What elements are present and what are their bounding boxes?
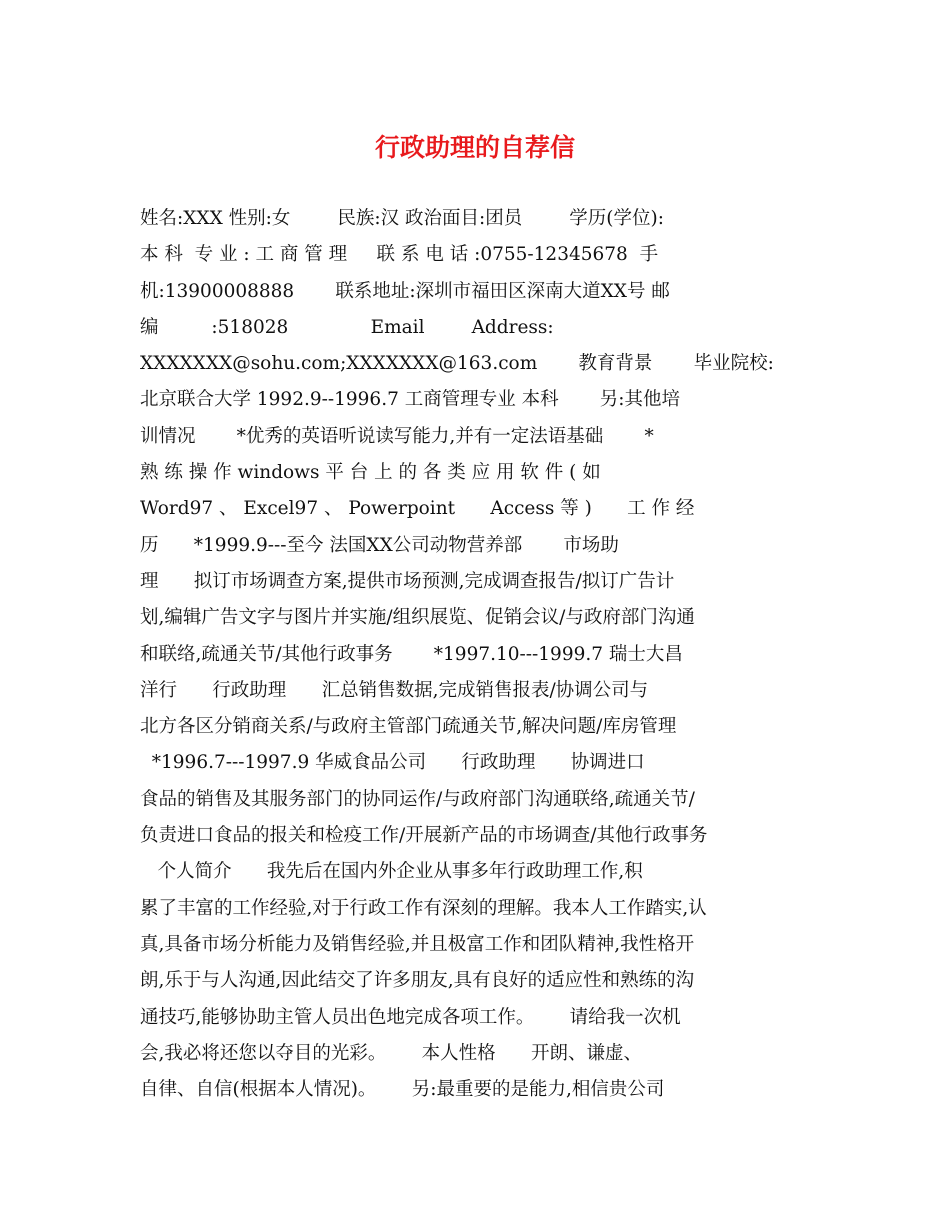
body-line: 朗,乐于与人沟通,因此结交了许多朋友,具有良好的适应性和熟练的沟 (140, 970, 695, 992)
body-line: 自律、自信(根据本人情况)。 另:最重要的是能力,相信贵公司 (140, 1079, 665, 1101)
body-line: 个人简介 我先后在国内外企业从事多年行政助理工作,积 (140, 861, 643, 883)
body-line: 洋行 行政助理 汇总销售数据,完成销售报表/协调公司与 (140, 679, 649, 701)
body-line: 训情况 *优秀的英语听说读写能力,并有一定法语基础 * (140, 425, 654, 447)
body-line: 累了丰富的工作经验,对于行政工作有深刻的理解。我本人工作踏实,认 (140, 897, 707, 919)
body-line: 通技巧,能够协助主管人员出色地完成各项工作。 请给我一次机 (140, 1006, 681, 1028)
body-line: 和联络,疏通关节/其他行政事务 *1997.10---1999.7 瑞士大昌 (140, 643, 683, 665)
body-line: 姓名:XXX 性别:女 民族:汉 政治面目:团员 学历(学位): (140, 208, 664, 229)
body-line: 本 科 专 业 : 工 商 管 理 联 系 电 话 :0755-12345678 手 (140, 244, 659, 266)
body-line: 北京联合大学 1992.9--1996.7 工商管理专业 本科 另:其他培 (140, 389, 681, 411)
body-line: 机:13900008888 联系地址:深圳市福田区深南大道XX号 邮 (140, 280, 670, 302)
body-line: 理 拟订市场调查方案,提供市场预测,完成调查报告/拟订广告计 (140, 570, 675, 592)
body-line: 历 *1999.9---至今 法国XX公司动物营养部 市场助 (140, 534, 619, 556)
body-line: *1996.7---1997.9 华威食品公司 行政助理 协调进口 (140, 752, 645, 774)
body-line: 真,具备市场分析能力及销售经验,并且极富工作和团队精神,我性格开 (140, 933, 695, 955)
body-line: XXXXXXX@sohu.com;XXXXXXX@163.com 教育背景 毕业院校: (140, 353, 774, 375)
document-title: 行政助理的自荐信 (374, 133, 575, 162)
body-line: 会,我必将还您以夺目的光彩。 本人性格 开朗、谦虚、 (140, 1042, 642, 1064)
body-line: Word97 、 Excel97 、 Powerpoint Access 等 ) 工 作 经 (140, 498, 695, 520)
body-line: 编 :518028 Email Address: (140, 316, 554, 338)
body-line: 划,编辑广告文字与图片并实施/组织展览、促销会议/与政府部门沟通 (140, 607, 695, 629)
body-line: 北方各区分销商关系/与政府主管部门疏通关节,解决问题/库房管理 (140, 716, 677, 738)
body-line: 食品的销售及其服务部门的协同运作/与政府部门沟通联络,疏通关节/ (140, 788, 695, 810)
body-line: 负责进口食品的报关和检疫工作/开展新产品的市场调查/其他行政事务 (140, 825, 708, 847)
letter-body (140, 201, 812, 1108)
body-line: 熟 练 操 作 windows 平 台 上 的 各 类 应 用 软 件 ( 如 (140, 462, 601, 484)
